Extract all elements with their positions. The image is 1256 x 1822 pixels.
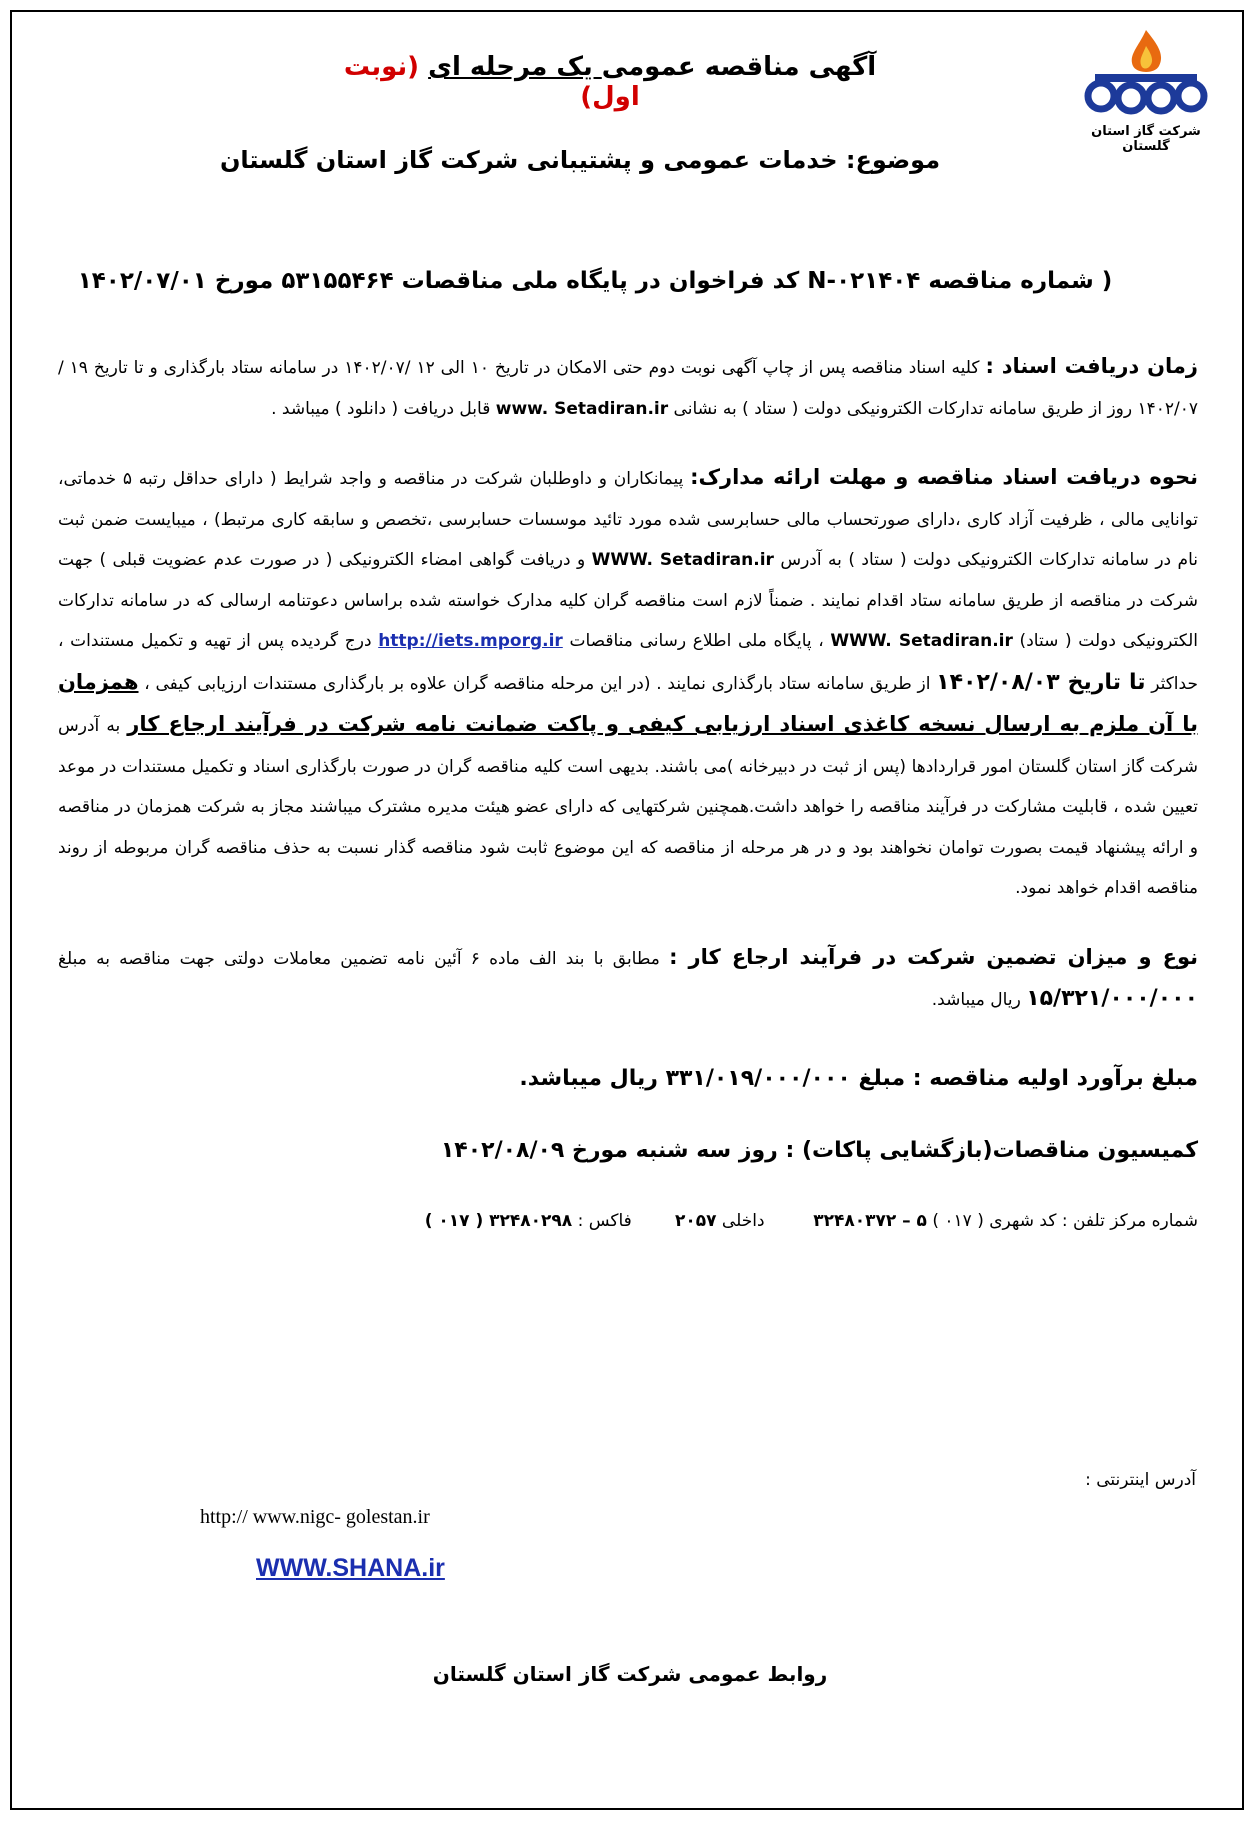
phone-label: شماره مرکز تلفن : کد شهری ( ۰۱۷ ) bbox=[926, 1210, 1198, 1231]
company-logo bbox=[1066, 26, 1226, 154]
paper-copy-requirement: همزمان با آن ملزم به ارسال نسخه کاغذی اسناد ارزیابی کیفی و پاکت ضمانت نامه شرکت در فرآیند ارجاع کار bbox=[58, 669, 1198, 736]
fax-number: ۳۲۴۸۰۲۹۸ ( ۰۱۷ ) bbox=[424, 1210, 573, 1231]
phone-number: ۵ – ۳۲۴۸۰۳۷۲ bbox=[813, 1210, 927, 1231]
shana-url[interactable]: WWW.SHANA.ir bbox=[256, 1554, 445, 1582]
guarantee-tail: ریال میباشد. bbox=[931, 990, 1027, 1010]
guarantee-amount: ۱۵/۳۲۱/۰۰۰/۰۰۰ bbox=[1026, 986, 1198, 1011]
estimate-heading: مبلغ برآورد اولیه مناقصه : bbox=[912, 1065, 1198, 1091]
method-text-2: و دریافت گواهی امضاء الکترونیکی ( در صورت عدم عضویت قبلی ) جهت شرکت در مناقصه از طریق سامانه ستاد اقدام نمایند . ضمناً لازم است مناقصه گران کلیه مدارک خواسته شده براساس دعوتنامه ارسالی که در سامانه تدارکات الکترونیکی دولت ( ستاد) bbox=[58, 550, 1198, 651]
method-paragraph bbox=[58, 457, 1198, 909]
ext-number: ۲۰۵۷ bbox=[675, 1210, 717, 1231]
contact-line bbox=[58, 1201, 1198, 1242]
receipt-text-1: کلیه اسناد مناقصه پس از چاپ آگهی نوبت دوم حتی الامکان در تاریخ ۱۰ الی ۱۲ /۱۴۰۲/۰۷ در سامانه ستاد بارگذاری و تا تاریخ ۱۹ /۱۴۰۲/۰۷ روز از طریق سامانه تدارکات الکترونیکی دولت ( ستاد ) به نشانی bbox=[58, 358, 1198, 419]
estimate-text: مبلغ ۳۳۱/۰۱۹/۰۰۰/۰۰۰ ریال میباشد. bbox=[519, 1065, 913, 1091]
notice-body bbox=[58, 346, 1198, 1241]
receipt-heading: زمان دریافت اسناد : bbox=[985, 354, 1199, 378]
tender-number-line: ( شماره مناقصه N-۰۲۱۴۰۴ کد فراخوان در پایگاه ملی مناقصات ۵۳۱۵۵۴۶۴ مورخ ۱۴۰۲/۰۷/۰۱ bbox=[77, 268, 1113, 294]
method-heading: نحوه دریافت اسناد مناقصه و مهلت ارائه مدارک: bbox=[690, 465, 1198, 489]
gas-flame-logo-icon bbox=[1071, 26, 1221, 122]
title-round-badge: (نوبت اول) bbox=[343, 52, 640, 112]
receipt-paragraph bbox=[58, 346, 1198, 429]
subject-line: موضوع: خدمات عمومی و پشتیبانی شرکت گاز استان گلستان bbox=[219, 146, 941, 174]
title-text: آگهی مناقصه عمومی bbox=[601, 52, 877, 82]
setadiran-link-2[interactable]: WWW. Setadiran.ir bbox=[591, 550, 774, 570]
setadiran-link-3[interactable]: WWW. Setadiran.ir bbox=[830, 631, 1013, 651]
commission-paragraph: کمیسیون مناقصات(بازگشایی پاکات) : روز سه شنبه مورخ ۱۴۰۲/۰۸/۰۹ bbox=[440, 1137, 1198, 1163]
iets-link[interactable]: http://iets.mporg.ir bbox=[378, 631, 563, 651]
guarantee-heading: نوع و میزان تضمین شرکت در فرآیند ارجاع کار : bbox=[669, 944, 1199, 969]
page-title bbox=[330, 52, 890, 112]
receipt-text-2: قابل دریافت ( دانلود ) میباشد . bbox=[271, 398, 496, 419]
guarantee-paragraph bbox=[58, 937, 1198, 1021]
method-text-4: درج گردیده پس از تهیه و تکمیل مستندات ، حداکثر bbox=[58, 631, 1198, 694]
setadiran-link-1[interactable]: www. Setadiran.ir bbox=[495, 398, 669, 419]
nigc-golestan-url[interactable]: http:// www.nigc- golestan.ir bbox=[200, 1506, 430, 1528]
method-text-6: به آدرس شرکت گاز استان گلستان امور قراردادها (پس از ثبت در دبیرخانه )می باشند. بدیهی است کلیه مناقصه گران در صورت بارگذاری اسناد و تکمیل مستندات در موعد تعیین شده ، قابلیت مشارکت در فرآیند مناقصه را خواهد داشت.همچنین شرکتهایی که دارای عضو هیئت مدیره مشترک میباشند مجاز به شرکت همزمان در مناقصه و ارائه پیشنهاد قیمت بصورت توامان نخواهند بود و در هر مرحله از مناقصه که این موضوع ثابت شود مناقصه گذار نسبت به حذف مناقصه گران مربوطه از روند مناقصه اقدام خواهد نمود. bbox=[58, 716, 1198, 898]
title-underlined: یک مرحله ای bbox=[428, 52, 602, 82]
logo-caption: شرکت گاز استان گلستان bbox=[1091, 124, 1201, 154]
footer-signature: روابط عمومی شرکت گاز استان گلستان bbox=[432, 1662, 828, 1686]
fax-label: فاکس : bbox=[572, 1210, 632, 1231]
deadline-date: تا تاریخ ۱۴۰۲/۰۸/۰۳ bbox=[936, 669, 1146, 695]
method-text-3: ، پایگاه ملی اطلاع رسانی مناقصات bbox=[562, 631, 831, 651]
web-address-label: آدرس اینترنتی : bbox=[1085, 1470, 1196, 1490]
estimate-paragraph bbox=[58, 1057, 1198, 1101]
method-text-1: پیمانکاران و داوطلبان شرکت در مناقصه و واجد شرایط ( دارای حداقل رتبه ۵ خدماتی، توانایی مالی ، ظرفیت آزاد کاری ،دارای صورتحساب مالی حسابرسی شده مورد تائید موسسات حسابرسی ،تخصص و سابقه کاری مرتبط) ، میبایست ضمن ثبت نام در سامانه تدارکات الکترونیکی دولت ( ستاد ) به آدرس bbox=[58, 469, 1198, 570]
ext-label: داخلی bbox=[716, 1210, 765, 1231]
guarantee-text: مطابق با بند الف ماده ۶ آئین نامه تضمین معاملات دولتی جهت مناقصه به مبلغ bbox=[58, 948, 670, 969]
method-text-5: از طریق سامانه ستاد بارگذاری نمایند . (در این مرحله مناقصه گران علاوه بر بارگذاری مستندات ارزیابی کیفی ، bbox=[138, 673, 937, 694]
